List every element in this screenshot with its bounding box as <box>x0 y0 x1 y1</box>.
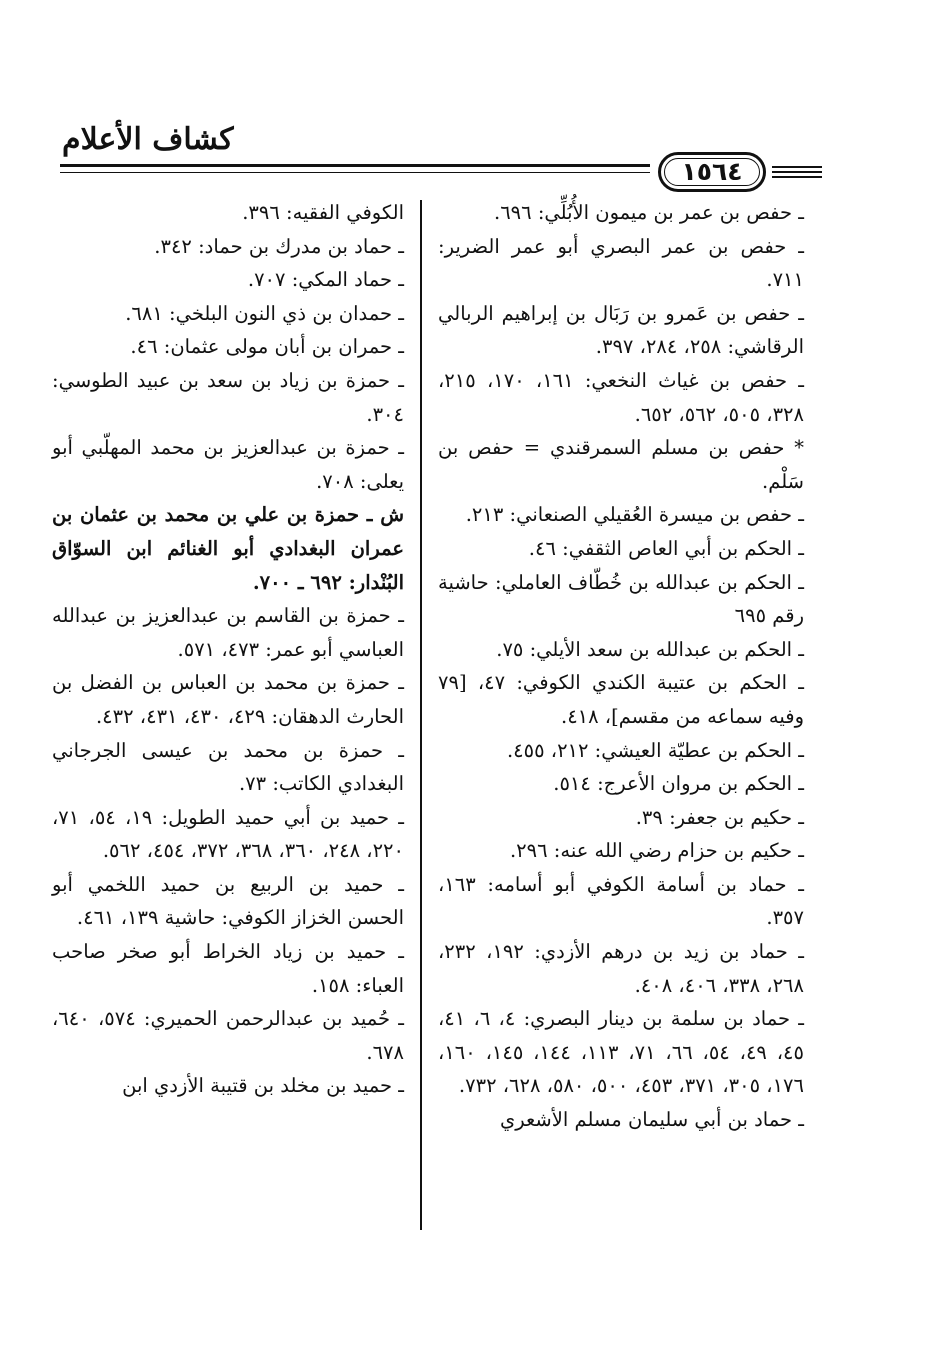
page-number-badge <box>658 152 766 192</box>
index-entry: ـ حمزة بن القاسم بن عبدالعزيز بن عبدالله العباسي أبو عمر: ٤٧٣، ٥٧١. <box>52 604 404 661</box>
index-entry: ـ حفص بن عمر بن ميمون الأُبُلِّي: ٦٩٦. <box>494 201 804 224</box>
index-entry: ـ حماد بن أسامة الكوفي أبو أسامه: ١٦٣، ٣٥٧. <box>438 872 804 930</box>
index-entry: ـ حفص بن عَمرو بن رَبَال بن إبراهيم الربالي الرقاشي: ٢٥٨، ٢٨٤، ٣٩٧. <box>438 301 804 359</box>
index-entry: ـ حماد المكي: ٧٠٧. <box>247 268 404 292</box>
page-number-badge-inner <box>664 158 760 186</box>
index-entry: ـ حمزة بن زياد بن سعد بن عبيد الطوسي: ٣٠٤. <box>52 368 404 426</box>
header-ornament-line <box>772 166 822 168</box>
index-entry: ش ـ حمزة بن علي بن محمد بن عثمان بن عمران البغدادي أبو الغنائم ابن السوّاق البُنْدار: ٦٩٢ ـ ٧٠٠. <box>52 503 404 594</box>
index-entry: ـ الحكم بن مروان الأعرج: ٥١٤. <box>553 772 804 796</box>
index-entry: ـ حماد بن زيد بن درهم الأزدي: ١٩٢، ٢٣٢، ٢٦٨، ٣٣٨، ٤٠٦، ٤٠٨. <box>438 940 804 997</box>
index-entry: ـ حميد بن مخلد بن قتيبة الأزدي ابن <box>122 1074 404 1098</box>
index-entry: ـ حفص بن ميسرة العُقيلي الصنعاني: ٢١٣. <box>465 503 804 527</box>
index-entry: ـ حفص بن عمر البصري أبو عمر الضرير: ٧١١. <box>438 234 804 292</box>
index-entry: ـ حكيم بن حزام رضي الله عنه: ٢٩٦. <box>509 839 804 863</box>
index-entry: ـ حماد بن أبي سليمان مسلم الأشعري <box>499 1108 804 1132</box>
index-entry: ـ حماد بن سلمة بن دينار البصري: ٤، ٦، ٤١، ٤٥، ٤٩، ٥٤، ٦٦، ٧١، ١١٣، ١٤٤، ١٤٥، ١٦٠، ١٧٦، ٣٠٥، ٣٧١، ٤٥٣، ٥٠٠، ٥٨٠، ٦٢٨، ٧٣٢. <box>438 1007 804 1098</box>
index-entry: ـ حميد بن أبي حميد الطويل: ١٩، ٥٤، ٧١، ٢٢٠، ٢٤٨، ٣٦٠، ٣٦٨، ٣٧٢، ٤٥٤، ٥٦٢. <box>52 805 404 863</box>
index-entry: ـ حُميد بن عبدالرحمن الحميري: ٥٧٤، ٦٤٠، ٦٧٨. <box>52 1007 404 1064</box>
index-entry: ـ حمزة بن عبدالعزيز بن محمد المهلّبي أبو يعلى: ٧٠٨. <box>52 436 404 493</box>
header-ornament-line <box>772 176 822 178</box>
header-rule <box>60 164 650 167</box>
column-divider <box>420 200 422 1230</box>
index-entry: ـ الحكم بن عبدالله بن سعد الأيلي: ٧٥. <box>496 637 804 661</box>
index-entry: * حفص بن مسلم السمرقندي = حفص بن سَلْم. <box>438 436 804 493</box>
index-entry: ـ الحكم بن عطيّة العيشي: ٢١٢، ٤٥٥. <box>506 738 804 762</box>
right-column <box>438 196 804 1137</box>
index-entry: ـ حكيم بن جعفر: ٣٩. <box>635 805 804 829</box>
index-entry: ـ حمران بن أبان مولى عثمان: ٤٦. <box>130 335 404 359</box>
index-entry: ـ حمدان بن ذي النون البلخي: ٦٨١. <box>125 301 404 325</box>
left-column <box>52 196 404 1103</box>
index-entry: الكوفي الفقيه: ٣٩٦. <box>242 201 404 224</box>
index-entry: ـ حميد بن زياد الخراط أبو صخر صاحب العباء: ١٥٨. <box>52 940 404 997</box>
index-entry: ـ الحكم بن عبدالله بن خُطّاف العاملي: حاشية رقم ٦٩٥ <box>438 570 804 628</box>
book-title: كشاف الأعلام <box>62 122 234 157</box>
header-rule-thin <box>60 172 650 173</box>
index-entry: ـ الحكم بن عتيبة الكندي الكوفي: ٤٧، [٧٩ وفيه سماعه من مقسم]، ٤١٨. <box>438 671 805 728</box>
page-number: ١٥٦٤ <box>681 157 743 186</box>
index-entry: ـ الحكم بن أبي العاص الثقفي: ٤٦. <box>528 536 804 560</box>
index-entry: ـ حمزة بن محمد بن عيسى الجرجاني البغدادي الكاتب: ٧٣. <box>52 738 404 796</box>
index-entry: ـ حماد بن مدرك بن حماد: ٣٤٢. <box>154 234 404 258</box>
header-ornament-line <box>772 171 822 173</box>
index-entry: ـ حميد بن الربيع بن حميد اللخمي أبو الحسن الخزاز الكوفي: حاشية ١٣٩، ٤٦١. <box>52 872 404 930</box>
index-entry: ـ حفص بن غياث النخعي: ١٦١، ١٧٠، ٢١٥، ٣٢٨، ٥٠٥، ٥٦٢، ٦٥٢. <box>438 368 804 426</box>
index-entry: ـ حمزة بن محمد بن العباس بن الفضل بن الحارث الدهقان: ٤٢٩، ٤٣٠، ٤٣١، ٤٣٢. <box>52 671 404 728</box>
